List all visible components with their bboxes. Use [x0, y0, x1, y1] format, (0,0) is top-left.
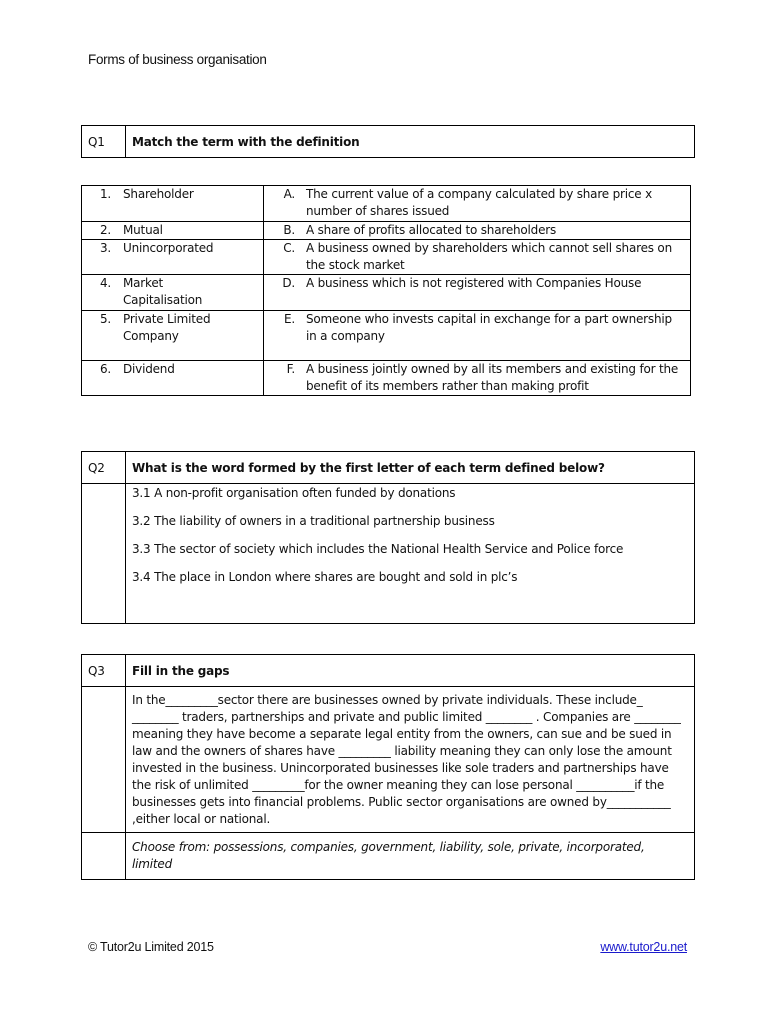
definition: Someone who invests capital in exchange for a part ownership in a company	[306, 312, 672, 343]
table-row	[82, 186, 691, 222]
q2-instruction: What is the word formed by the first letter of each term defined below?	[126, 452, 695, 484]
term: Shareholder	[123, 187, 194, 201]
definition: The current value of a company calculated by share price x number of shares issued	[306, 187, 652, 218]
fill-in-gaps-paragraph: In the_________sector there are businesses owned by private individuals. These include_ ________ traders, partnerships and private and public limited ________ . Companies are ________ meaning they have become a separate legal entity from the owners, can sue and be sued in law and the owners of shares have _________ liability meaning they can only lose the amount invested in the business. Unincorporated businesses like sole traders and partnerships have the risk of unlimited _________for the owner meaning they can lose personal __________if the businesses gets into financial problems. Public sector organisations are owned by___________ ,either local or national.	[132, 693, 681, 826]
list-item: 3.3 The sector of society which includes the National Health Service and Police force	[132, 542, 624, 556]
q3-table	[81, 654, 695, 880]
term: Market Capitalisation	[123, 276, 203, 307]
q3-instruction: Fill in the gaps	[126, 655, 695, 687]
q2-blank-cell	[82, 484, 126, 624]
definition-letter: B.	[283, 223, 295, 237]
definition-letter: D.	[282, 276, 295, 290]
list-item: 3.2 The liability of owners in a traditional partnership business	[132, 514, 495, 528]
definition: A share of profits allocated to shareholders	[306, 223, 557, 237]
term: Mutual	[123, 223, 163, 237]
definition-letter: E.	[284, 312, 295, 326]
table-row	[82, 361, 691, 396]
term-number: 1.	[99, 187, 111, 201]
term: Unincorporated	[123, 241, 214, 255]
list-item: 3.4 The place in London where shares are bought and sold in plc’s	[132, 570, 518, 584]
term-number: 4.	[99, 276, 111, 290]
copyright-text: © Tutor2u Limited 2015	[88, 940, 214, 954]
q1-instruction: Match the term with the definition	[126, 126, 695, 158]
table-row	[82, 311, 691, 361]
term-number: 2.	[99, 223, 111, 237]
term: Dividend	[123, 362, 175, 376]
q2-table	[81, 451, 695, 624]
definition-letter: C.	[283, 241, 295, 255]
table-row	[82, 222, 691, 240]
table-row	[82, 275, 691, 311]
q3-paragraph-cell	[126, 687, 695, 833]
definition-letter: F.	[286, 362, 295, 376]
definition: A business owned by shareholders which cannot sell shares on the stock market	[306, 241, 672, 272]
choose-from-text: Choose from: possessions, companies, government, liability, sole, private, incorporated, limited	[126, 833, 695, 880]
term: Private Limited Company	[123, 312, 211, 343]
q3-number: Q3	[82, 655, 126, 687]
q1-number: Q1	[82, 126, 126, 158]
q3-blank-cell	[82, 833, 126, 880]
table-row	[82, 240, 691, 275]
term-number: 5.	[99, 312, 111, 326]
term-number: 3.	[99, 241, 111, 255]
definition: A business which is not registered with Companies House	[306, 276, 642, 290]
q1-header-table	[81, 125, 695, 158]
q2-number: Q2	[82, 452, 126, 484]
definition: A business jointly owned by all its members and existing for the benefit of its members rather than making profit	[306, 362, 679, 393]
website-link[interactable]: www.tutor2u.net	[600, 940, 687, 954]
definition-letter: A.	[283, 187, 295, 201]
list-item: 3.1 A non-profit organisation often funded by donations	[132, 486, 456, 500]
q3-blank-cell	[82, 687, 126, 833]
page-title: Forms of business organisation	[88, 52, 267, 67]
q2-items	[126, 484, 695, 624]
match-table	[81, 185, 691, 396]
term-number: 6.	[99, 362, 111, 376]
